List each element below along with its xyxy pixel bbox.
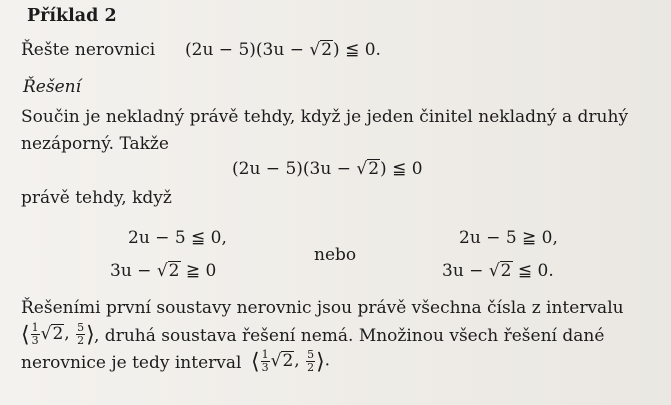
final-interval [251, 349, 330, 374]
left-angle-bracket: ⟨ [251, 349, 260, 375]
line-left: 3u − [110, 261, 157, 281]
paragraph-5: , druhá soustava řešení nemá. Množinou všech řešení dané [94, 326, 605, 346]
inequality-left: (2u − 5)(3u − [232, 159, 357, 179]
fraction-five-halves: $\frac{5}{2}$ [77, 321, 85, 347]
system2-line1: 2u − 5 ≧ 0, [459, 228, 558, 248]
radicand: 2 [500, 261, 512, 281]
system2-line2 [442, 261, 554, 281]
inequality-right: ) ≦ 0 [380, 159, 423, 179]
final-period: . [324, 350, 331, 371]
right-angle-bracket: ⟩ [316, 349, 325, 375]
square-root: √2 [156, 261, 180, 281]
fraction-one-third: $\frac{1}{3}$ [31, 321, 39, 347]
system1-line1: 2u − 5 ≦ 0, [128, 228, 227, 248]
square-root: √2 [488, 261, 512, 281]
fraction-one-third: $\frac{1}{3}$ [261, 348, 269, 374]
task-inequality [185, 40, 381, 60]
radicand: 2 [168, 261, 180, 281]
paragraph-4: Řešeními první soustavy nerovnic jsou právě všechna čísla z intervalu [21, 298, 624, 318]
line-right: ≦ 0. [512, 261, 554, 281]
system1-line2 [110, 261, 216, 281]
paragraph-3: právě tehdy, když [21, 188, 172, 208]
centered-inequality [232, 159, 423, 179]
square-root: √2 [356, 159, 380, 179]
connector-word: nebo [314, 245, 357, 265]
example-heading: Příklad 2 [27, 6, 117, 26]
square-root: √2 [40, 323, 64, 344]
interval-comma: , [64, 323, 70, 344]
inequality-right: ) ≦ 0. [333, 40, 381, 60]
task-text: Řešte nerovnici [21, 40, 156, 60]
right-angle-bracket: ⟩ [86, 322, 95, 348]
solution-interval [21, 322, 95, 347]
square-root: √2 [270, 350, 294, 371]
inequality-left: (2u − 5)(3u − [185, 40, 310, 60]
radicand: 2 [321, 40, 333, 60]
interval-comma: , [294, 350, 300, 371]
left-angle-bracket: ⟨ [21, 322, 30, 348]
paragraph-2: nezáporný. Takže [21, 134, 169, 154]
paragraph-1: Součin je nekladný právě tehdy, když je jeden činitel nekladný a druhý [21, 107, 629, 127]
line-right: ≧ 0 [180, 261, 217, 281]
radicand: 2 [368, 159, 380, 179]
bleed-through-text [330, 8, 334, 24]
fraction-five-halves: $\frac{5}{2}$ [307, 348, 315, 374]
line-left: 3u − [442, 261, 489, 281]
paragraph-6: nerovnice je tedy interval [21, 353, 242, 373]
square-root: √2 [309, 40, 333, 60]
solution-label: Řešení [23, 77, 82, 97]
